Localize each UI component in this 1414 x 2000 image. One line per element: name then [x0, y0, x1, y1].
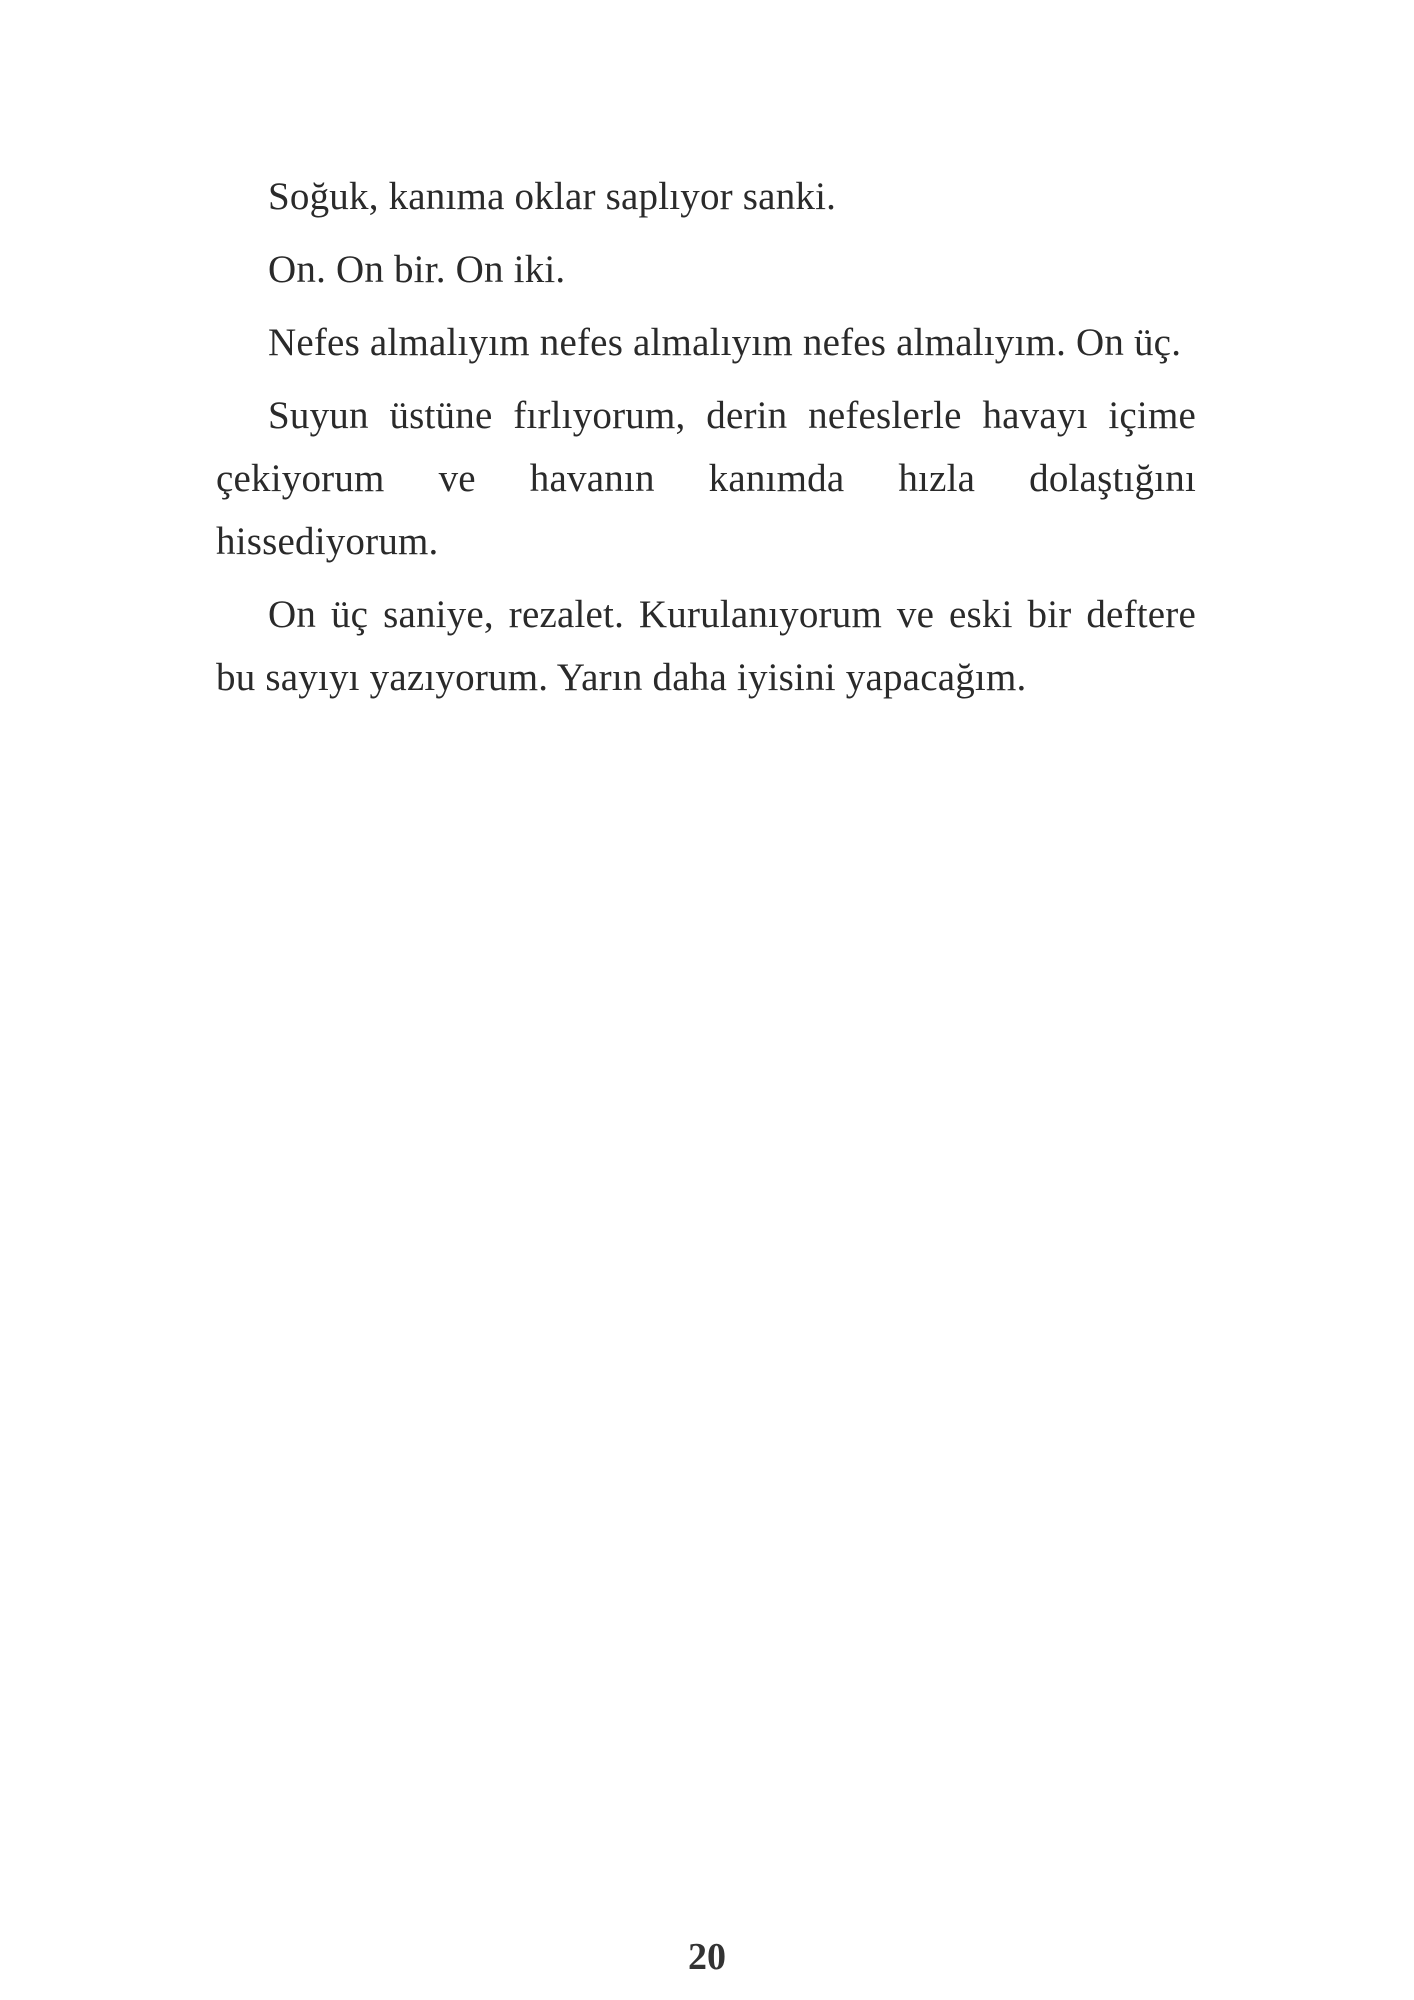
- page-number: 20: [688, 1936, 726, 1978]
- paragraph: Suyun üstüne fırlıyorum, derin nefeslerle havayı içime çekiyorum ve havanın kanımda hızla dolaştığını hissediyorum.: [216, 394, 1196, 563]
- paragraph: On üç saniye, rezalet. Kurulanıyorum ve eski bir deftere bu sayıyı yazıyorum. Yarın daha iyisini yapacağım.: [216, 593, 1196, 699]
- paragraph: Soğuk, kanıma oklar saplıyor sanki.: [268, 175, 837, 218]
- body-text: [216, 165, 1196, 719]
- paragraph: Nefes almalıyım nefes almalıyım nefes almalıyım. On üç.: [268, 321, 1182, 364]
- paragraph: On. On bir. On iki.: [268, 248, 566, 291]
